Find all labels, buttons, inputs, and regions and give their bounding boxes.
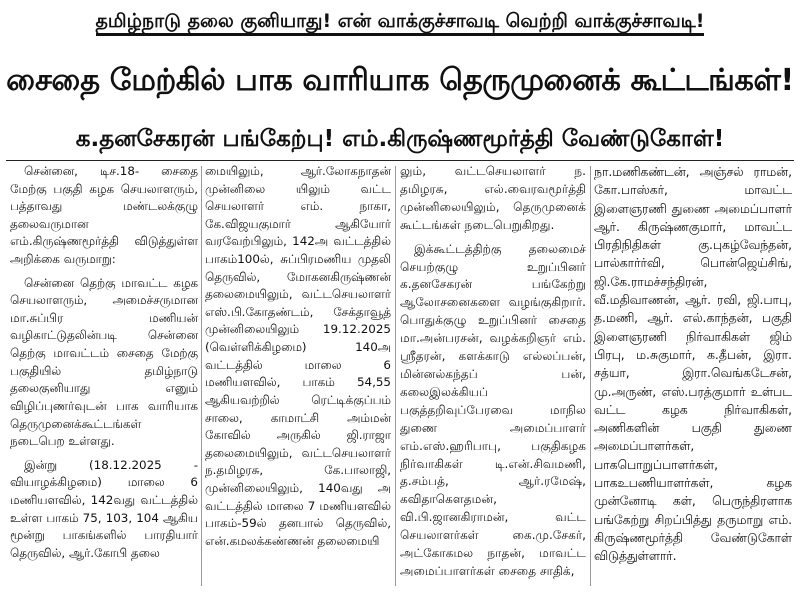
paragraph: இக்கூட்டத்திற்கு தலைமைச் செயற்குழு உறுப்பினர் க.தனசேகரன் பங்கேற்று ஆலோசனைகளை வழங்குகிறார். பொதுக்குழு உறுப்பினர் சைதை மா.அன்பரசன், வழக்கறிஞர் எம். ஸ்ரீதரன், களக்காடு எல்லப்பன், மின்னல்கந்தப் பன், கலைஇலக்கியப் பகுத்தறிவுப்பேரவை மாநில துணை அமைப்பாளர் எம்.எஸ்.ஹரிபாபு, பகுதிகழக நிர்வாகிகள் டி.என்.சிவமணி, த.சம்பத், ஆர்.ரமேஷ், கவிதாகௌதமன், வி.பி.ஜானகிராமன், வட்ட செயலாளர்கள் கை.மு.சேகர், அட்கோகமல நாதன், மாவட்ட அமைப்பாளர்கள் சைதை சாதிக், — [400, 241, 586, 578]
headline: சைதை மேற்கில் பாக வாரியாக தெருமுனைக் கூட்டங்கள்! — [6, 63, 794, 98]
paragraph: நா.மணிகண்டன், அஞ்சல் ராமன், கோ.பாஸ்கர், மாவட்ட இளைஞரணி துணை அமைப்பாளர் ஆர். கிருஷ்ணகுமார், மாவட்ட பிரதிநிதிகள் கு.புகழ்வேந்தன், பால்கார்ர்வி, பொன்ஜெய்சிங், ஜி.கே.ராமச்சந்திரன், வீ.மதிவாணன், ஆர். ரவி, ஜி.பாபு, த.மணி, ஆர். எல்.காந்தன், பகுதி இளைஞரணி நிர்வாகிகள் ஜிம் பிரபு, ம.சுகுமார், க.தீபன், இரா. சத்யா, இரா.வெங்கடேசன், மு.அருண், எஸ்.பரத்குமார் உள்பட வட்ட கழக நிர்வாகிகள், அணிகளின் பகுதி துணை அமைப்பாளர்கள், பாகபொறுப்பாளர்கள், பாகஉபணியாளர்கள், கழக முன்னோடி கள், பெருந்திரளாக பங்கேற்று சிறப்பித்து தருமாறு எம். கிருஷ்ணமூர்த்தி வேண்டுகோள் விடுத்துள்ளார். — [594, 165, 792, 564]
column-divider — [395, 166, 396, 586]
article-column-3 — [400, 163, 586, 589]
paragraph: சென்னை தெற்கு மாவட்ட கழக செயலாளரும், அமைச்சருமான மா.சுப்பிர மணியன் வழிகாட்டுதலின்படி சென்னை தெற்கு மாவட்டம் சைதை மேற்கு பகுதியில் தமிழ்நாடு தலைகுனியாது எனும் விழிப்புணர்வுடன் பாக வாரியாக தெருமுனைக்கூட்டங்கள் நடைபெற உள்ளது. — [10, 275, 198, 449]
paragraph: லும், வட்டசெயலாளர் ந. தமிழரசு, எல்.வைரவமூர்த்தி முன்னிலையிலும், தெருமுனைக் கூட்டங்கள் நடைபெறுகிறது. — [400, 164, 586, 232]
paragraph: இன்று (18.12.2025 - வியாழக்கிழமை) மாலை 6 மணியளவில், 142வது வட்டத்தில் உள்ள பாகம் 75, 103, 104 ஆகிய மூன்று பாகங்களில் பாரதியார் தெருவில், ஆர்.கோபி தலை — [10, 457, 198, 560]
article-column-2 — [205, 163, 391, 589]
paragraph: மையிலும், ஆர்.லோகநாதன் முன்னிலை யிலும் வட்ட செயலாளர் எம். நாகா, கே.விஜயகுமார் ஆகியோர் வரவேற்பிலும், 142அ வட்டத்தில் பாகம்100ல், சுப்பிரமணிய முதலி தெருவில், மோகனகிருஷ்ணன் தலைமையிலும், வட்டசெயலாளர் எஸ்.பி.கோதண்டம், சேக்தாவூத் முன்னிலையிலும் 19.12.2025 (வெள்ளிக்கிழமை) 140அ வட்டத்தில் மாலை 6 மணியளவில், பாகம் 54,55 ஆகியவற்றில் ரெட்டிக்குப்பம் சாலை, காமாட்சி அம்மன் கோவில் அருகில் ஜி.ராஜா தலைமையிலும், வட்டசெயலாளர் ந.தமிழரசு, கே.பாலாஜி, முன்னிலையிலும், 140வது அ வட்டத்தில் மாலை 7 மணியளவில் பாகம்-59ல் தனபால் தெருவில், என்.கமலக்கண்ணன் தலைமையி — [205, 164, 391, 548]
column-divider — [201, 166, 202, 586]
column-divider — [590, 166, 591, 586]
subheadline: க.தனசேகரன் பங்கேற்பு! எம்.கிருஷ்ணமூர்த்தி வேண்டுகோள்! — [75, 126, 725, 152]
article-column-1 — [10, 163, 198, 589]
article-column-4 — [594, 163, 792, 589]
header-divider — [6, 160, 794, 161]
kicker-banner — [4, 4, 796, 38]
kicker-text: தமிழ்நாடு தலை குனியாது! என் வாக்குச்சாவடி வெற்றி வாக்குச்சாவடி! — [96, 10, 705, 36]
paragraph: சென்னை, டிச.18- சைதை மேற்கு பகுதி கழக செயலாளரும், பத்தாவது மண்டலக்குழு தலைவருமான எம்.கிருஷ்ணமூர்த்தி விடுத்துள்ள அறிக்கை வருமாறு: — [10, 164, 198, 267]
